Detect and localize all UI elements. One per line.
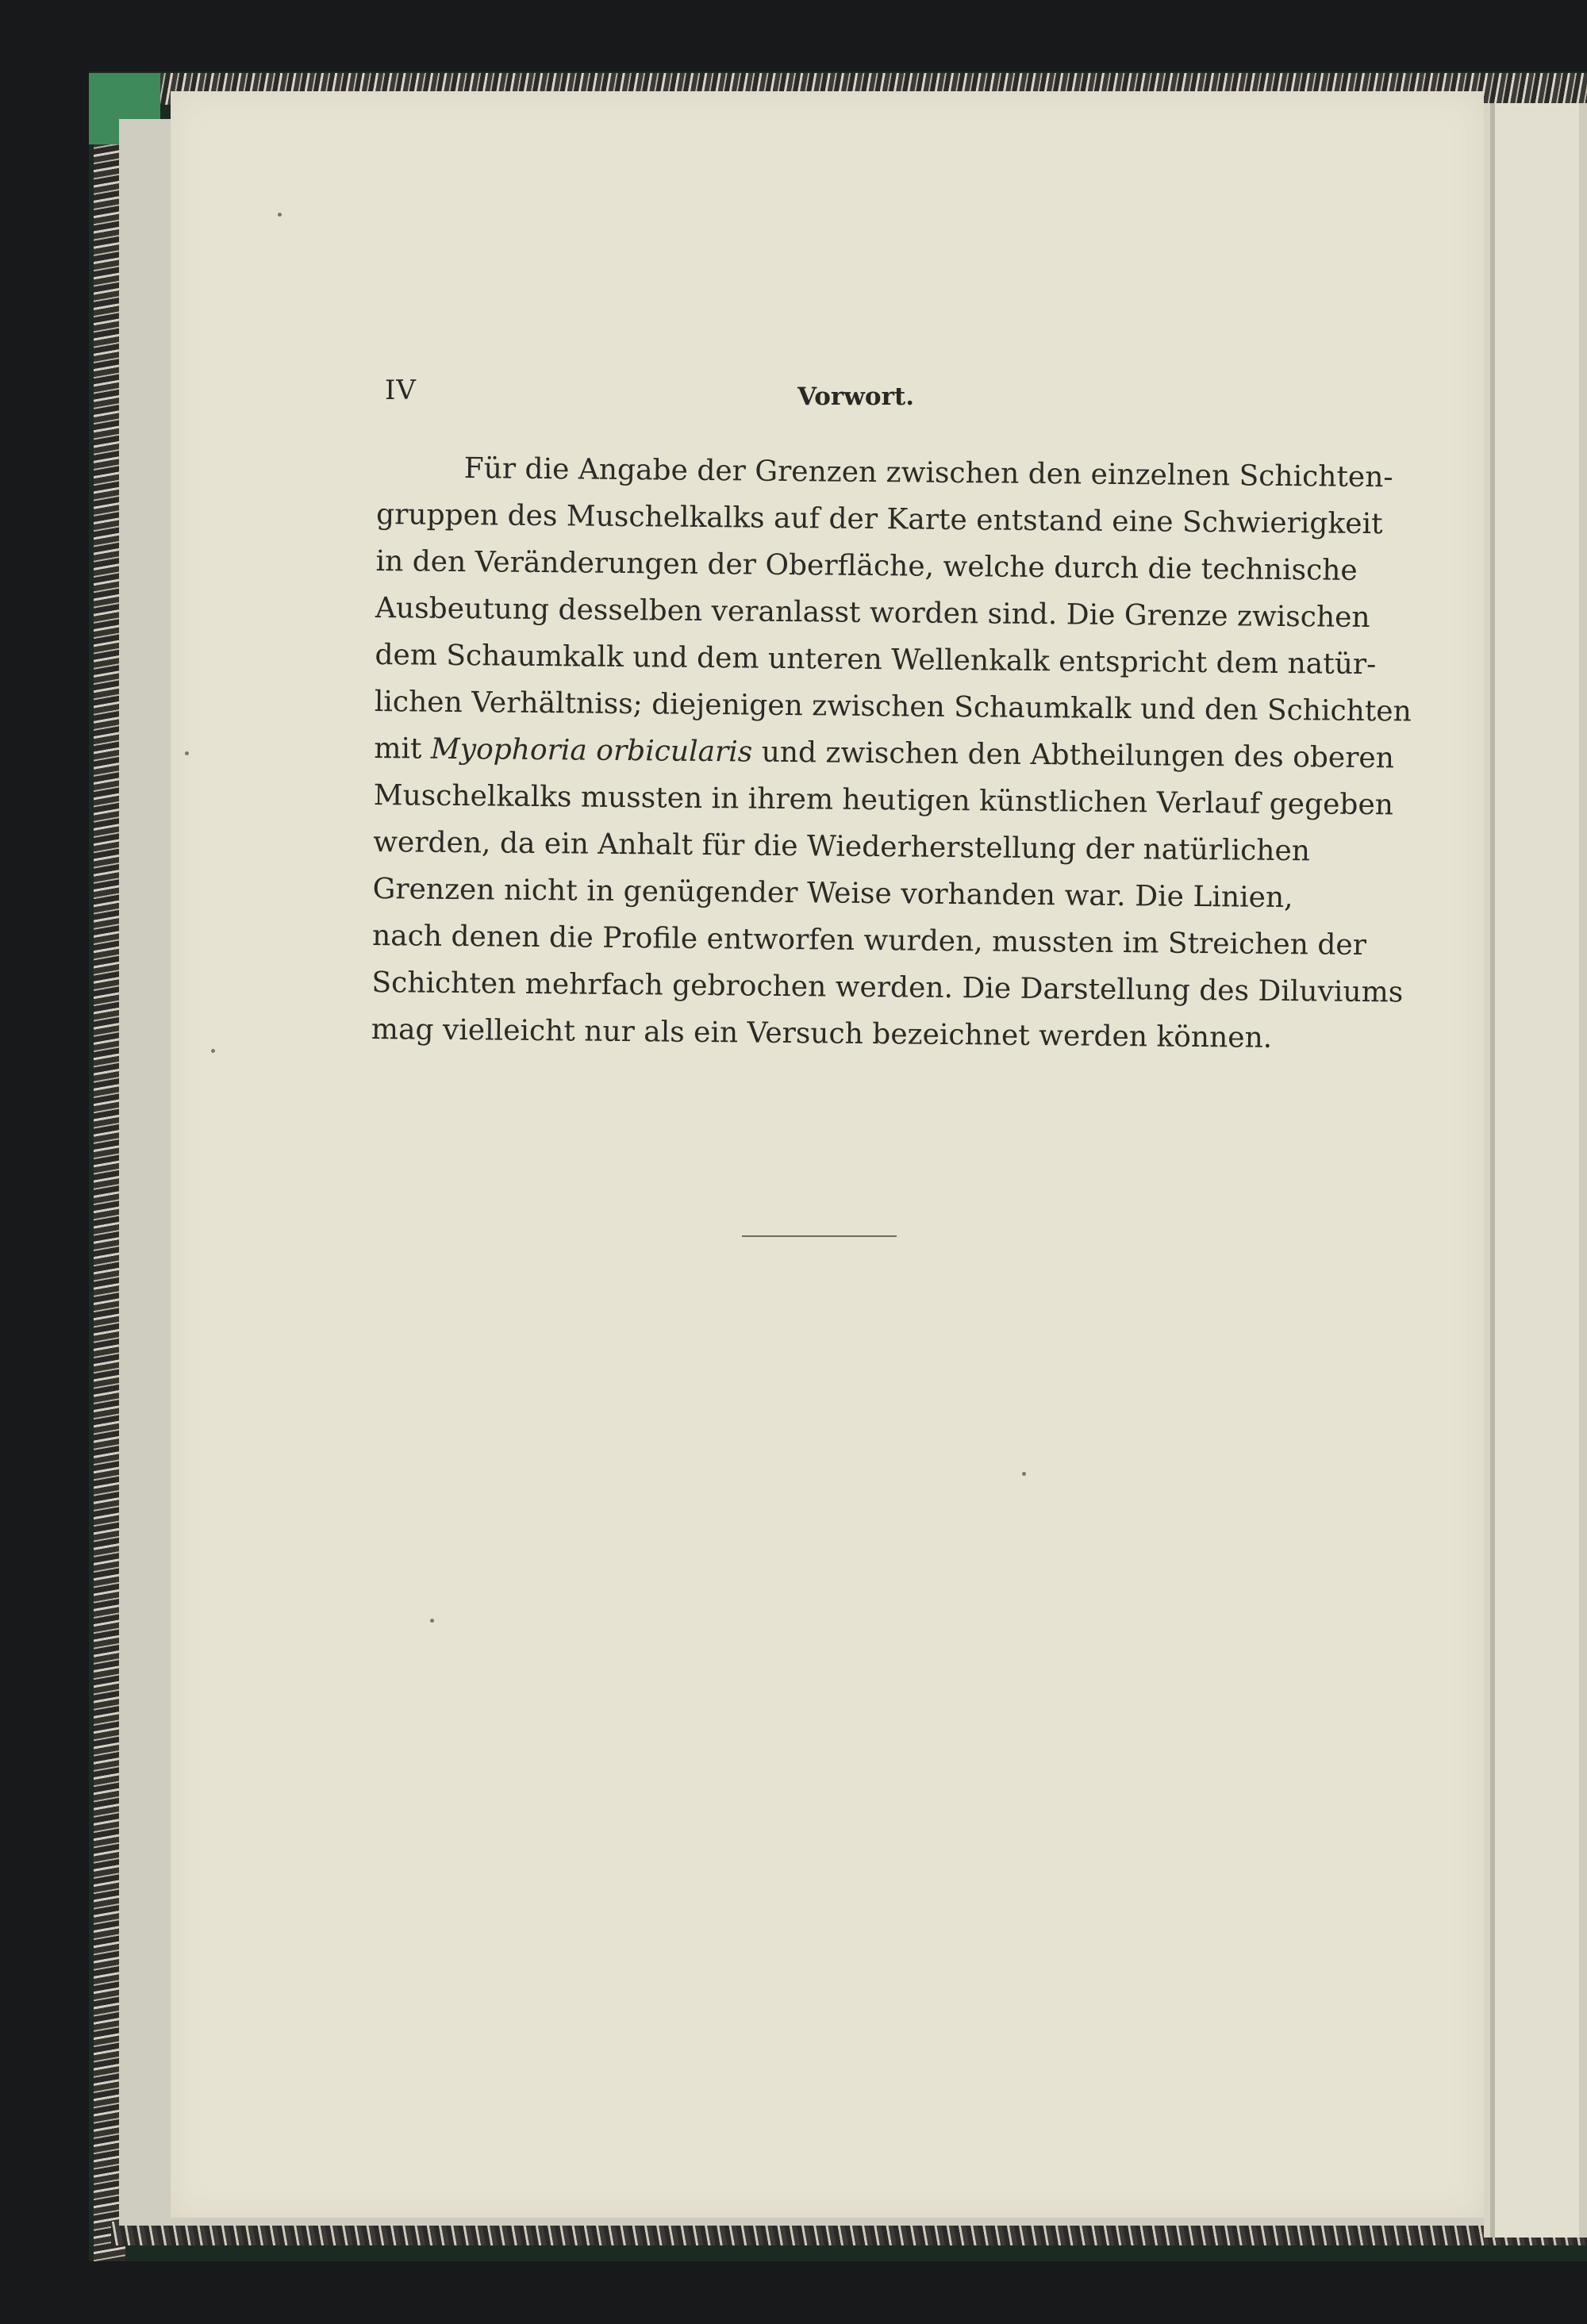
speck xyxy=(430,1619,434,1623)
text-line: nach denen die Profile entworfen wurden, mussten im Streichen der xyxy=(371,919,1367,962)
speck xyxy=(278,213,282,217)
text-line: Für die Angabe der Grenzen zwischen den einzelnen Schichten- xyxy=(463,452,1393,494)
species-name: Myophoria orbicularis xyxy=(430,732,753,769)
running-header: Vorwort. xyxy=(797,382,915,411)
text-line: Ausbeutung desselben veranlasst worden sind. Die Grenze zwischen xyxy=(375,591,1370,635)
page-number: IV xyxy=(385,375,417,406)
body-paragraph xyxy=(371,444,1412,1062)
speck xyxy=(185,751,189,755)
text-line: Grenzen nicht in genügender Weise vorhanden war. Die Linien, xyxy=(372,872,1293,915)
speck xyxy=(211,1049,215,1053)
section-divider xyxy=(742,1235,897,1237)
speck xyxy=(1022,1472,1026,1476)
page-stack-right xyxy=(1484,103,1587,2238)
text-line: dem Schaumkalk und dem unteren Wellenkalk entspricht dem natür- xyxy=(375,638,1377,682)
text-line: werden, da ein Anhalt für die Wiederherstellung der natürlichen xyxy=(372,825,1311,868)
text-line: mit Myophoria orbicularis und zwischen den Abtheilungen des oberen xyxy=(374,732,1395,775)
text-line: mag vielleicht nur als ein Versuch bezeichnet werden können. xyxy=(371,1012,1273,1054)
text-line: Muschelkalks mussten in ihrem heutigen künstlichen Verlauf gegeben xyxy=(373,778,1394,822)
text-line: in den Veränderungen der Oberfläche, welche durch die technische xyxy=(375,544,1358,587)
text-line: lichen Verhältniss; diejenigen zwischen Schaumkalk und den Schichten xyxy=(374,685,1412,728)
text-line: Schichten mehrfach gebrochen werden. Die Darstellung des Diluviums xyxy=(371,966,1404,1009)
text-line: gruppen des Muschelkalks auf der Karte entstand eine Schwierigkeit xyxy=(375,497,1383,541)
